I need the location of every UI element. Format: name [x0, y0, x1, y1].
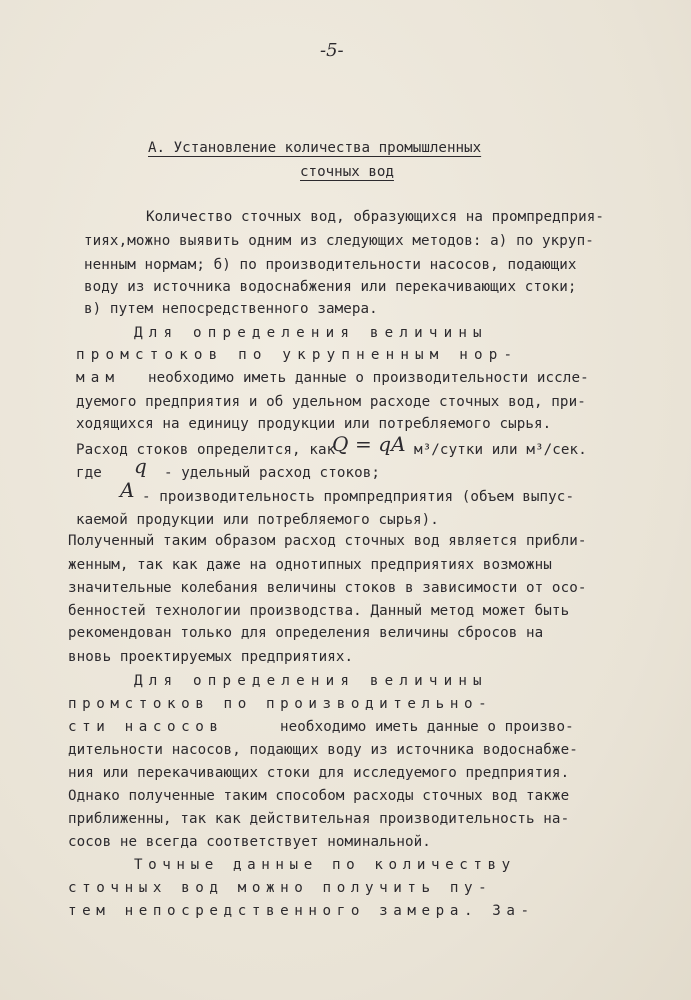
paragraph3-line: Полученный таким образом расход сточных вод является прибли-	[68, 533, 587, 549]
formula: Q = qA	[332, 432, 406, 456]
paragraph2-line: Для определения величины	[134, 325, 488, 341]
q-symbol: q	[134, 454, 147, 478]
paragraph2-line: промстоков по укрупненным нор-	[76, 347, 519, 363]
q-description: - удельный расход стоков;	[164, 465, 381, 481]
a-description: - производительность промпредприятия (объем выпус-	[142, 489, 575, 505]
paragraph4-line: приближенны, так как действительная производительность на-	[68, 811, 570, 827]
paragraph1-line: в) путем непосредственного замера.	[84, 301, 378, 317]
paragraph4-line: ния или перекачивающих стоки для исследуемого предприятия.	[68, 765, 570, 781]
paragraph1-line: Количество сточных вод, образующихся на промпредприя-	[146, 209, 605, 225]
paragraph3-line: бенностей технологии производства. Данный метод может быть	[68, 603, 570, 619]
paragraph4-line: необходимо иметь данные о произво-	[280, 719, 574, 735]
a-description-cont: каемой продукции или потребляемого сырья).	[76, 512, 439, 528]
paragraph2-line: необходимо иметь данные о производительности иссле-	[148, 370, 589, 386]
paragraph3-line: вновь проектируемых предприятиях.	[68, 649, 354, 665]
paragraph2-line: дуемого предприятия и об удельном расходе сточных вод, при-	[76, 394, 586, 410]
paragraph5-line: тем непосредственного замера. За-	[68, 903, 535, 919]
paragraph2-line: мам	[76, 370, 121, 386]
paragraph1-line: тиях,можно выявить одним из следующих методов: а) по укруп-	[84, 233, 594, 249]
formula-suffix: м³/сутки или м³/сек.	[414, 442, 587, 458]
paragraph2-line: ходящихся на единицу продукции или потребляемого сырья.	[76, 416, 552, 432]
paragraph4-line: сосов не всегда соответствует номинальной.	[68, 834, 431, 850]
paragraph3-line: женным, так как даже на однотипных предприятиях возможны	[68, 557, 552, 573]
paragraph3-line: значительные колебания величины стоков в зависимости от осо-	[68, 580, 587, 596]
formula-prefix: Расход стоков определится, как	[76, 442, 336, 458]
paragraph5-line: сточных вод можно получить пу-	[68, 880, 493, 896]
where-label: где	[76, 465, 102, 481]
paragraph5-line: Точные данные по количеству	[134, 857, 516, 873]
paragraph4-line: Для определения величины	[134, 673, 488, 689]
a-symbol: A	[120, 478, 135, 502]
page-number: -5-	[320, 40, 344, 61]
paragraph4-line: дительности насосов, подающих воду из источника водоснабже-	[68, 742, 578, 758]
paragraph4-line: сти насосов	[68, 719, 224, 735]
section-heading-line1: А. Установление количества промышленных	[148, 140, 482, 156]
paragraph1-line: воду из источника водоснабжения или перекачивающих стоки;	[84, 279, 577, 295]
section-heading-line2: сточных вод	[300, 164, 394, 180]
paragraph1-line: ненным нормам; б) по производительности насосов, подающих	[84, 257, 577, 273]
paragraph4-line: промстоков по производительно-	[68, 696, 493, 712]
paragraph3-line: рекомендован только для определения величины сбросов на	[68, 625, 544, 641]
paragraph4-line: Однако полученные таким способом расходы сточных вод также	[68, 788, 570, 804]
